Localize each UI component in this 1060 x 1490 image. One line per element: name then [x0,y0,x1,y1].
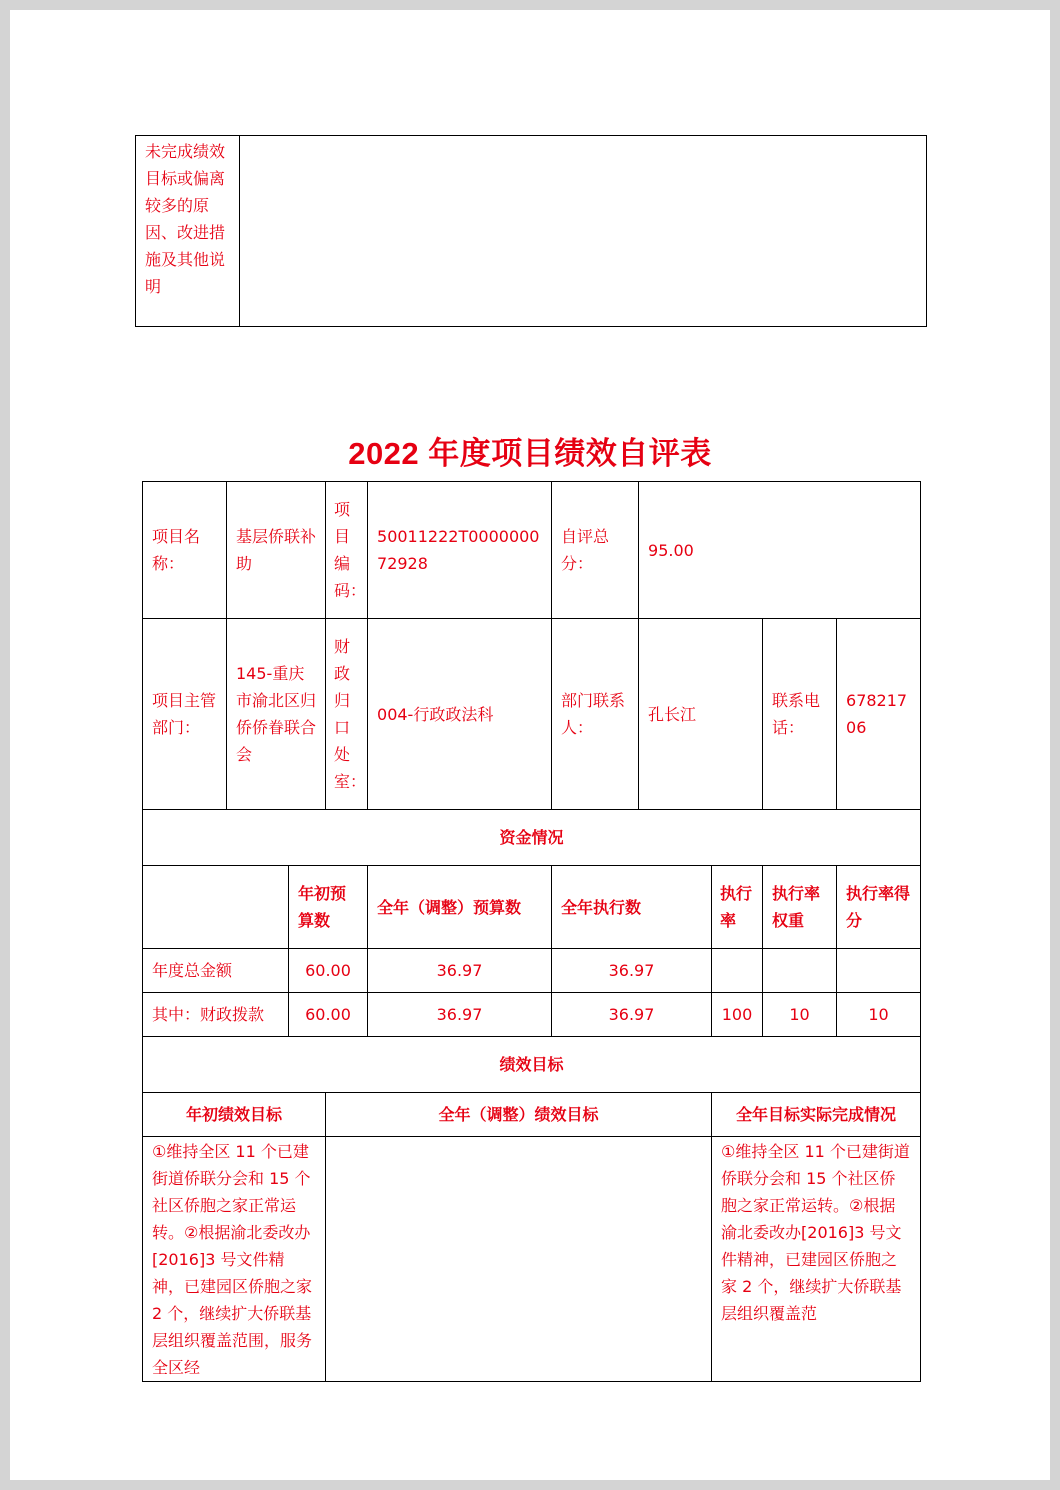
funds-row-label: 年度总金额 [143,949,289,993]
goals-content-row [143,1137,921,1382]
performance-table [142,481,921,1382]
funds-row-total [143,949,921,993]
project-code-value: 50011222T000000072928 [368,482,552,619]
department-row [143,619,921,810]
score-label: 自评总分： [552,482,639,619]
funds-cell [712,949,763,993]
goals-header-actual: 全年目标实际完成情况 [712,1093,921,1137]
funds-cell: 60.00 [289,949,368,993]
remarks-label: 未完成绩效目标或偏离较多的原因、改进措施及其他说明 [136,136,240,327]
funds-cell: 10 [837,993,921,1037]
goals-actual-text: ①维持全区 11 个已建街道侨联分会和 15 个社区侨胞之家正常运转。②根据渝北委改办[2016]3 号文件精神，已建园区侨胞之家 2 个，继续扩大侨联基层组织覆盖范 [712,1137,921,1382]
funds-section-title: 资金情况 [143,810,921,866]
goals-header-initial: 年初绩效目标 [143,1093,326,1137]
funds-header-execution-rate: 执行率 [712,866,763,949]
remarks-content [240,136,927,327]
funds-header-rate-weight: 执行率权重 [763,866,837,949]
funds-row-fiscal [143,993,921,1037]
funds-cell: 36.97 [368,949,552,993]
department-value: 145-重庆市渝北区归侨侨眷联合会 [227,619,326,810]
goals-section-title: 绩效目标 [143,1037,921,1093]
funds-cell [837,949,921,993]
project-info-row [143,482,921,619]
funds-header-rate-score: 执行率得分 [837,866,921,949]
finance-office-value: 004-行政政法科 [368,619,552,810]
contact-label: 部门联系人： [552,619,639,810]
department-label: 项目主管部门： [143,619,227,810]
goals-header-adjusted: 全年（调整）绩效目标 [326,1093,712,1137]
finance-office-label: 财政归口处室： [326,619,368,810]
contact-value: 孔长江 [639,619,763,810]
funds-cell: 36.97 [552,949,712,993]
funds-cell: 10 [763,993,837,1037]
remarks-table [135,135,927,327]
goals-initial-text: ①维持全区 11 个已建街道侨联分会和 15 个社区侨胞之家正常运转。②根据渝北委改办[2016]3 号文件精神，已建园区侨胞之家 2 个，继续扩大侨联基层组织覆盖范围，服务全区经 [143,1137,326,1382]
goals-adjusted-text [326,1137,712,1382]
funds-header-row [143,866,921,949]
document-page [10,10,1050,1480]
funds-cell: 100 [712,993,763,1037]
funds-cell: 36.97 [368,993,552,1037]
project-name-label: 项目名称： [143,482,227,619]
score-value: 95.00 [639,482,921,619]
page-title: 2022 年度项目绩效自评表 [348,436,712,471]
funds-cell: 60.00 [289,993,368,1037]
funds-header-initial-budget: 年初预算数 [289,866,368,949]
goals-header-row [143,1093,921,1137]
funds-row-label: 其中：财政拨款 [143,993,289,1037]
funds-header-executed: 全年执行数 [552,866,712,949]
funds-cell: 36.97 [552,993,712,1037]
project-code-label: 项目编码： [326,482,368,619]
funds-cell [763,949,837,993]
project-name-value: 基层侨联补助 [227,482,326,619]
phone-value: 67821706 [837,619,921,810]
phone-label: 联系电话： [763,619,837,810]
funds-header-blank [143,866,289,949]
funds-header-adjusted-budget: 全年（调整）预算数 [368,866,552,949]
